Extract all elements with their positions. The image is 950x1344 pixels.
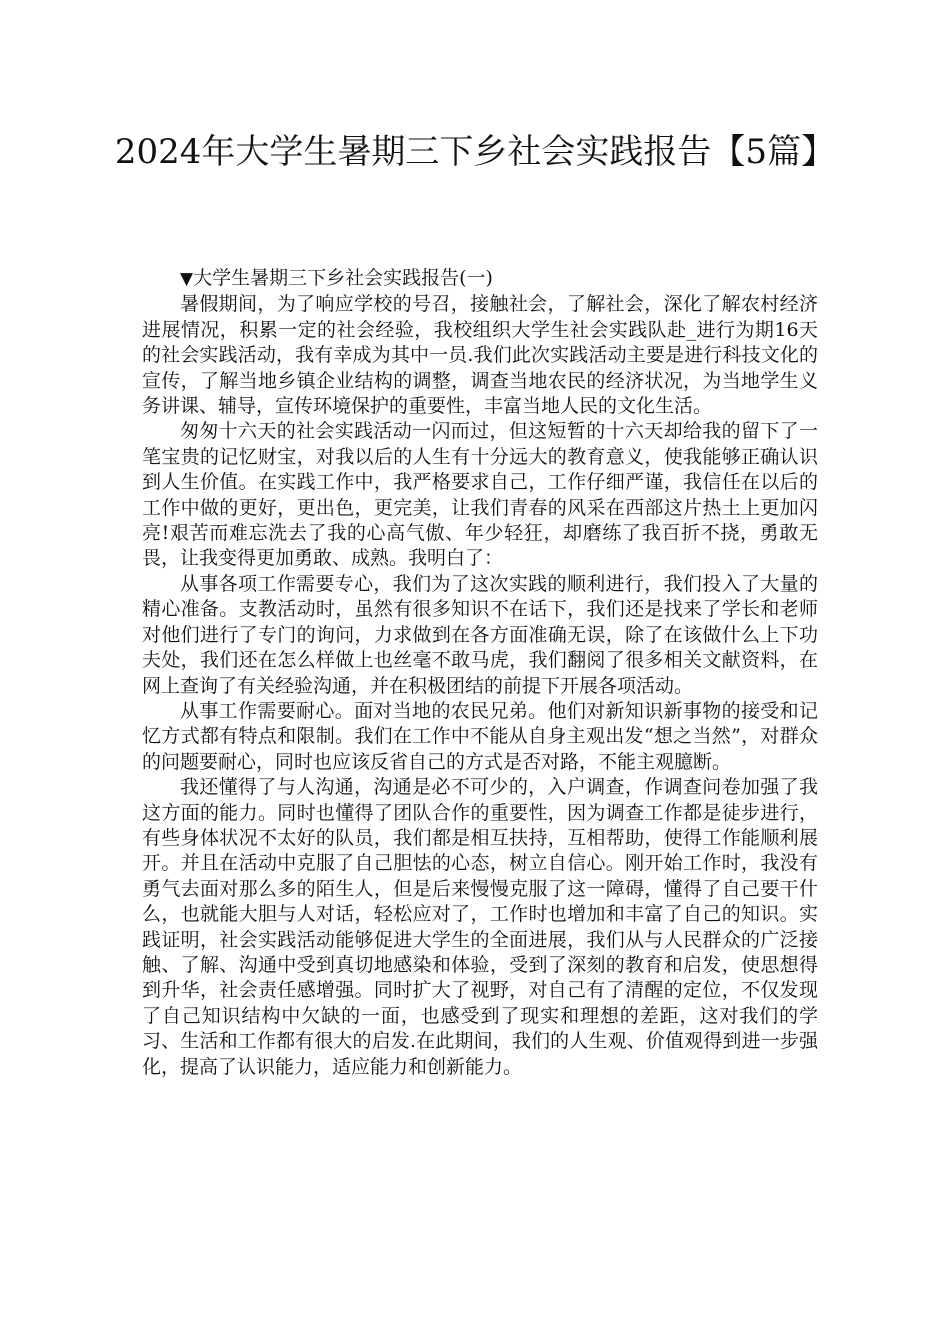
paragraph-2: 匆匆十六天的社会实践活动一闪而过，但这短暂的十六天却给我的留下了一笔宝贵的记忆财宝，对我以后的人生有十分远大的教育意义，使我能够正确认识到人生价值。在实践工作中，我严格要求自己，工作仔细严谨，我信任在以后的工作中做的更好，更出色，更完美，让我们青春的风采在西部这片热土上更加闪亮!艰苦而难忘洗去了我的心高气傲、年少轻狂，却磨练了我百折不挠，勇敢无畏，让我变得更加勇敢、成熟。我明白了： — [142, 420, 818, 570]
paragraph-4: 从事工作需要耐心。面对当地的农民兄弟。他们对新知识新事物的接受和记忆方式都有特点和限制。我们在工作中不能从自身主观出发“想之当然”，对群众的问题要耐心，同时也应该反省自己的方式是否对路，不能主观臆断。 — [142, 699, 818, 773]
paragraph-3: 从事各项工作需要专心，我们为了这次实践的顺利进行，我们投入了大量的精心准备。支教活动时，虽然有很多知识不在话下，我们还是找来了学长和老师对他们进行了专门的询问，力求做到在各方面准确无误，除了在该做什么上下功夫处，我们还在怎么样做上也丝毫不敢马虎，我们翻阅了很多相关文献资料，在网上查询了有关经验沟通，并在积极团结的前提下开展各项活动。 — [142, 572, 818, 697]
triangle-marker-icon: ▼ — [180, 269, 194, 289]
section-heading-text: 大学生暑期三下乡社会实践报告(一) — [193, 267, 493, 289]
section-heading — [142, 266, 818, 292]
paragraph-5: 我还懂得了与人沟通，沟通是必不可少的，入户调查，作调查问卷加强了我这方面的能力。同时也懂得了团队合作的重要性，因为调查工作都是徒步进行，有些身体状况不太好的队员，我们都是相互扶持，互相帮助，使得工作能顺利展开。并且在活动中克服了自己胆怯的心态，树立自信心。刚开始工作时，我没有勇气去面对那么多的陌生人，但是后来慢慢克服了这一障碍，懂得了自己要干什么，也就能大胆与人对话，轻松应对了，工作时也增加和丰富了自己的知识。实践证明，社会实践活动能够促进大学生的全面进展，我们从与人民群众的广泛接触、了解、沟通中受到真切地感染和体验，受到了深刻的教育和启发，使思想得到升华，社会责任感增强。同时扩大了视野，对自己有了清醒的定位，不仅发现了自己知识结构中欠缺的一面，也感受到了现实和理想的差距，这对我们的学习、生活和工作都有很大的启发.在此期间，我们的人生观、价值观得到进一步强化，提高了认识能力，适应能力和创新能力。 — [142, 776, 818, 1078]
document-body — [142, 266, 818, 1080]
document-title: 2024年大学生暑期三下乡社会实践报告【5篇】 — [114, 132, 836, 172]
paragraph-1: 暑假期间，为了响应学校的号召，接触社会，了解社会，深化了解农村经济进展情况，积累一定的社会经验，我校组织大学生社会实践队赴_进行为期16天的社会实践活动，我有幸成为其中一员.我们此次实践活动主要是进行科技文化的宣传，了解当地乡镇企业结构的调整，调查当地农民的经济状况，为当地学生义务讲课、辅导，宣传环境保护的重要性，丰富当地人民的文化生活。 — [142, 293, 818, 418]
